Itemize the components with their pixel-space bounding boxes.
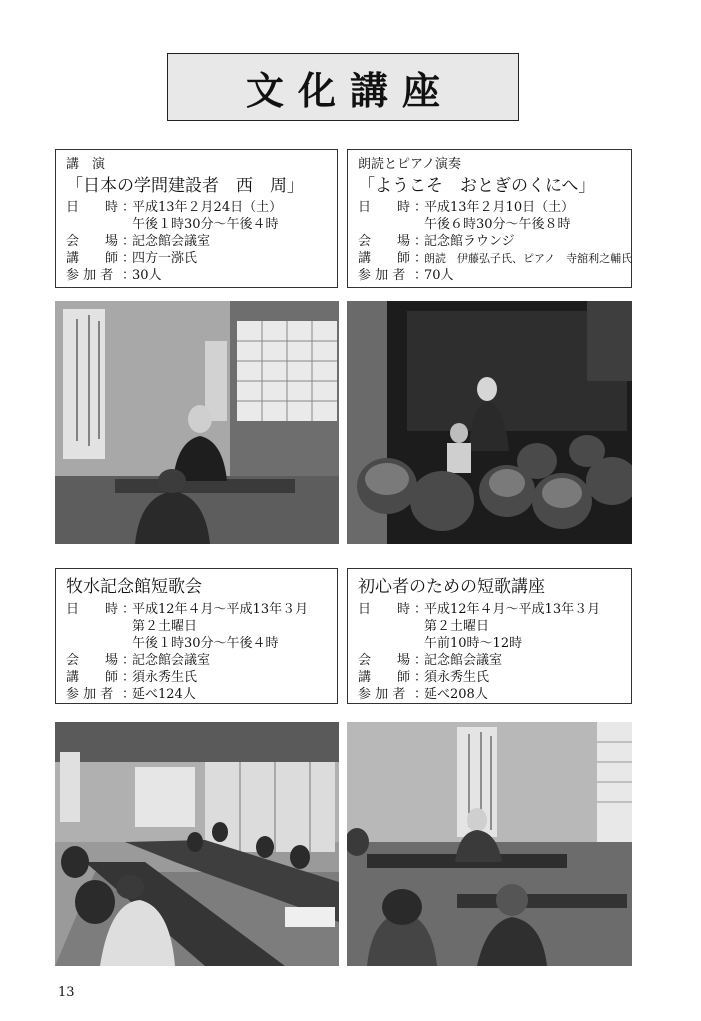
tanka-club-day: 第２土曜日 xyxy=(132,619,198,634)
tanka-club-venue: 記念館会議室 xyxy=(132,653,211,668)
recital-info-box: 朗読とピアノ演奏 「ようこそ おとぎのくにへ」 日 時 ： 平成13年２月10日（土） 午後６時30分～午後８時 会 場 ： 記念館ラウンジ 講 師 ： 朗読 伊藤弘子氏、ピアノ 寺舘利之輔氏 参 加 者 ： 70人 xyxy=(347,149,632,288)
beginner-tanka-venue: 記念館会議室 xyxy=(424,653,503,668)
tanka-club-title: 牧水記念館短歌会 xyxy=(66,577,202,597)
lecture-attendees: 30人 xyxy=(132,268,162,283)
beginner-tanka-info-box: 初心者のための短歌講座 日 時 ： 平成12年４月～平成13年３月 第２土曜日 午前10時～12時 会 場 ： 記念館会議室 講 師 ： 須永秀生氏 参 加 者 ： 延べ208人 xyxy=(347,568,632,704)
page-title-box xyxy=(167,53,519,121)
attendees-label: 参 加 者 xyxy=(358,268,406,283)
venue-label: 会 場 xyxy=(66,234,119,249)
recital-title: 「ようこそ おとぎのくにへ」 xyxy=(358,176,596,196)
beginner-tanka-date: 平成12年４月～平成13年３月 xyxy=(424,602,601,617)
attendees-label: 参 加 者 xyxy=(358,687,406,702)
beginner-tanka-lecturer: 須永秀生氏 xyxy=(424,670,490,685)
tanka-club-time: 午後１時30分～午後４時 xyxy=(132,636,279,651)
lecturer-label: 講 師 xyxy=(66,251,119,266)
date-label: 日 時 xyxy=(358,602,411,617)
lecturer-label: 講 師 xyxy=(66,670,119,685)
recital-category: 朗読とピアノ演奏 xyxy=(358,157,461,172)
date-label: 日 時 xyxy=(66,200,119,215)
lecture-photo xyxy=(55,301,339,544)
lecture-category: 講 演 xyxy=(66,157,106,172)
recital-lecturer: 朗読 伊藤弘子氏、ピアノ 寺舘利之輔氏 xyxy=(424,252,633,265)
date-label: 日 時 xyxy=(358,200,411,215)
tanka-club-info-box: 牧水記念館短歌会 日 時 ： 平成12年４月～平成13年３月 第２土曜日 午後１時30分～午後４時 会 場 ： 記念館会議室 講 師 ： 須永秀生氏 参 加 者 ： 延べ124人 xyxy=(55,568,338,704)
tanka-club-attendees: 延べ124人 xyxy=(132,687,196,702)
beginner-tanka-attendees: 延べ208人 xyxy=(424,687,488,702)
lecture-info-box: 講 演 「日本の学問建設者 西 周」 日 時 ： 平成13年２月24日（土） 午後１時30分～午後４時 会 場 ： 記念館会議室 講 師 ： 四方一㳽氏 参 加 者 ： 30人 xyxy=(55,149,338,288)
lecturer-label: 講 師 xyxy=(358,251,411,266)
venue-label: 会 場 xyxy=(358,234,411,249)
lecture-time: 午後１時30分～午後４時 xyxy=(132,217,279,232)
lecturer-label: 講 師 xyxy=(358,670,411,685)
lecture-venue: 記念館会議室 xyxy=(132,234,211,249)
tanka-club-lecturer: 須永秀生氏 xyxy=(132,670,198,685)
recital-attendees: 70人 xyxy=(424,268,454,283)
page-title: 文化講座 xyxy=(245,68,454,113)
recital-venue: 記念館ラウンジ xyxy=(424,234,515,249)
tanka-club-photo xyxy=(55,722,339,966)
beginner-tanka-time: 午前10時～12時 xyxy=(424,636,523,651)
beginner-tanka-title: 初心者のための短歌講座 xyxy=(358,577,545,597)
attendees-label: 参 加 者 xyxy=(66,268,114,283)
venue-label: 会 場 xyxy=(66,653,119,668)
lecture-lecturer: 四方一㳽氏 xyxy=(132,251,198,266)
lecture-date: 平成13年２月24日（土） xyxy=(132,200,283,215)
attendees-label: 参 加 者 xyxy=(66,687,114,702)
recital-date: 平成13年２月10日（土） xyxy=(424,200,575,215)
lecture-title: 「日本の学問建設者 西 周」 xyxy=(66,176,304,196)
page-number: 13 xyxy=(58,985,75,1000)
beginner-tanka-photo xyxy=(347,722,632,966)
recital-time: 午後６時30分～午後８時 xyxy=(424,217,571,232)
tanka-club-date: 平成12年４月～平成13年３月 xyxy=(132,602,309,617)
venue-label: 会 場 xyxy=(358,653,411,668)
recital-photo xyxy=(347,301,632,544)
date-label: 日 時 xyxy=(66,602,119,617)
beginner-tanka-day: 第２土曜日 xyxy=(424,619,490,634)
